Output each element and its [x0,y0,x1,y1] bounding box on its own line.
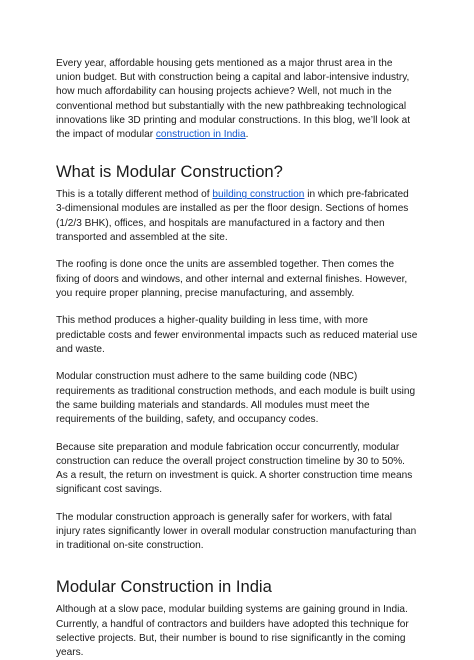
intro-text-end: . [245,129,249,141]
definition-text-start: This is a totally different method of [56,189,213,201]
intro-text: Every year, affordable housing gets mentioned as a major thrust area in the union budget. But with construction being a capital and labor-intensive industry, how much affordability can housing projects achieve? Well, not much in the conventional method but substantially with the new pathbreaking technological innovations like 3D printing and modular constructions. In this blog, we’ll look at the impact of modular [56,58,411,141]
paragraph-safety: The modular construction approach is generally safer for workers, with fatal injury rates significantly lower in overall modular construction manufacturing than in traditional on-site construction. [56,511,417,552]
building-construction-link[interactable]: building construction [212,189,305,201]
paragraph-building-code: Modular construction must adhere to the same building code (NBC) requirements as traditional construction methods, and each module is built using the same building materials and standards. All modules must meet the requirements of the building, safety, and occupancy codes. [56,371,416,426]
paragraph-india: Although at a slow pace, modular building systems are gaining ground in India. Currently, a handful of contractors and builders have adopted this technique for selective projects. But, their number is bound to rise significantly in the coming years. [56,604,409,659]
definition-text-end: in which pre-fabricated 3-dimensional modules are installed as per the floor design. Sections of homes (1/2/3 BHK), offices, and hospitals are manufactured in a factory and then transported and assembled at the site. [56,189,409,243]
paragraph-timeline: Because site preparation and module fabrication occur concurrently, modular construction can reduce the overall project construction timeline by 30 to 50%. As a result, the return on investment is quick. A shorter construction time means significant cost savings. [56,441,413,496]
paragraph-quality: This method produces a higher-quality building in less time, with more predictable costs and fewer environmental impacts such as reduced material use and waste. [56,315,418,355]
section-heading-what-is: What is Modular Construction? [56,162,283,182]
intro-paragraph [56,57,418,142]
section-heading-india: Modular Construction in India [56,577,272,597]
construction-in-india-link[interactable]: construction in India [155,129,246,141]
paragraph-definition [56,188,418,245]
paragraph-roofing: The roofing is done once the units are assembled together. Then comes the fixing of doors and windows, and other internal and external finishes. However, you require proper planning, precise manufacturing, and assembly. [56,259,408,299]
